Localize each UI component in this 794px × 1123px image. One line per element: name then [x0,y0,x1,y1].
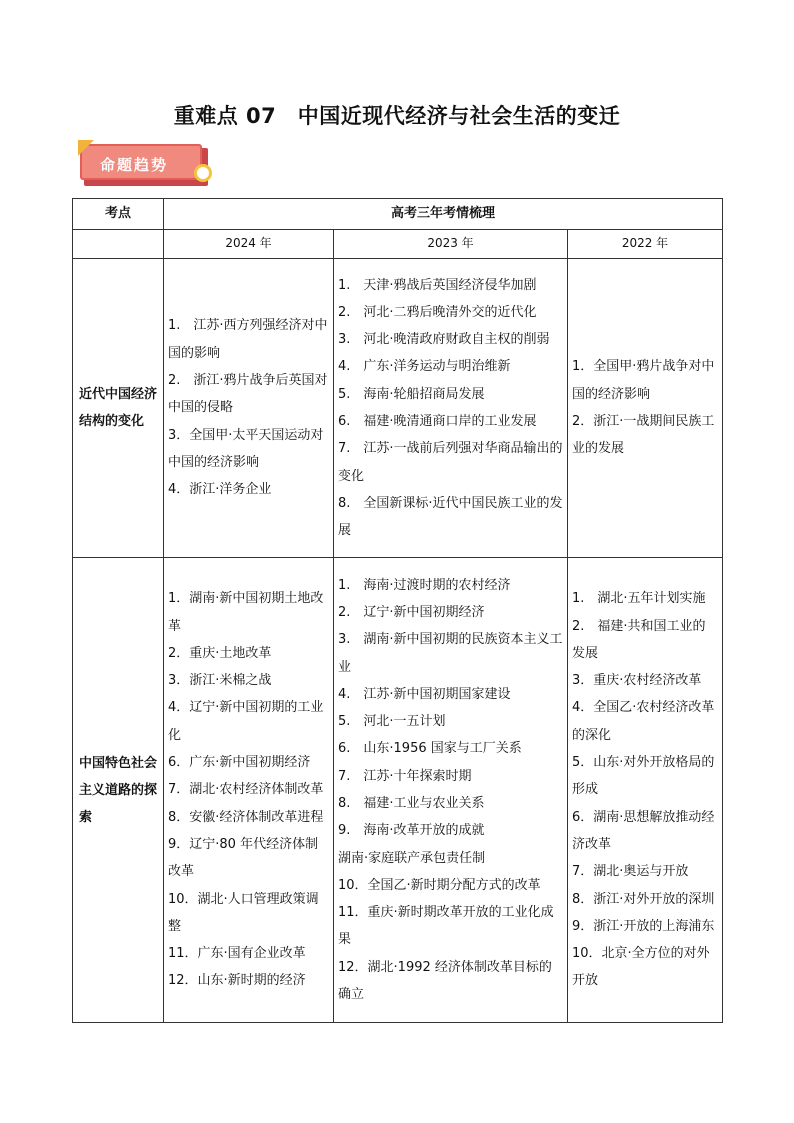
list-item: 6. 山东·1956 国家与工厂关系 [338,741,522,757]
cell-2022 [568,259,723,558]
list-item: 4．浙江·洋务企业 [168,482,272,498]
list-item: 11．重庆·新时期改革开放的工业化成果 [338,905,554,948]
list-item: 11．广东·国有企业改革 [168,946,306,962]
list-item: 7. 江苏·十年探索时期 [338,768,472,784]
list-item: 1. 天津·鸦战后英国经济侵华加剧 [338,277,537,293]
list-item: 8. 福建·工业与农业关系 [338,796,485,811]
table-row [73,259,723,558]
cell-2023 [334,558,568,1023]
list-item: 6. 福建·晚清通商口岸的工业发展 [338,414,537,429]
list-item: 5. 河北·一五计划 [338,714,446,730]
list-item: 8. 全国新课标·近代中国民族工业的发展 [338,495,563,539]
list-item: 2. 辽宁·新中国初期经济 [338,604,485,620]
year-2023: 2023 年 [334,230,568,259]
list-item: 3．重庆·农村经济改革 [572,673,702,689]
list-item: 10．北京·全方位的对外开放 [572,946,710,989]
badge-label: 命题趋势 [100,156,169,174]
list-item: 7. 江苏·一战前后列强对华商品输出的变化 [338,441,563,484]
year-row [73,230,723,259]
list-item: 12．湖北·1992 经济体制改革目标的确立 [338,959,552,1003]
cell-2023 [334,259,568,558]
list-item: 8．浙江·对外开放的深圳 [572,891,715,907]
list-item: 4．全国乙·农村经济改革的深化 [572,700,715,743]
list-item: 5．山东·对外开放格局的形成 [572,755,715,798]
cell-2024 [164,259,334,558]
list-item: 2. 浙江·鸦片战争后英国对中国的侵略 [168,373,328,416]
list-item: 3．浙江·米棉之战 [168,673,272,689]
list-item: 10．全国乙·新时期分配方式的改革 [338,877,541,893]
list-item: 9．浙江·开放的上海浦东 [572,918,715,934]
list-item: 3．全国甲·太平天国运动对中国的经济影响 [168,427,324,470]
col-header-summary: 高考三年考情梳理 [164,199,723,230]
list-item: 3. 湖南·新中国初期的民族资本主义工业 [338,632,563,675]
list-item: 2．重庆·土地改革 [168,645,272,661]
list-item: 5. 海南·轮船招商局发展 [338,386,485,402]
section-badge [78,140,212,190]
list-item: 2. 福建·共和国工业的发展 [572,618,706,661]
badge-corner-icon [78,140,94,156]
list-item: 9. 海南·改革开放的成就 [338,823,485,839]
header-row [73,199,723,230]
list-item: 8．安徽·经济体制改革进程 [168,809,324,825]
list-item: 4. 广东·洋务运动与明治维新 [338,359,511,375]
list-item: 10．湖北·人口管理政策调整 [168,891,319,934]
topic-cell: 中国特色社会主义道路的探索 [73,558,164,1023]
year-2024: 2024 年 [164,230,334,259]
list-item: 1．全国甲·鸦片战争对中国的经济影响 [572,359,715,402]
list-item: 9．辽宁·80 年代经济体制改革 [168,836,319,880]
list-item: 12．山东·新时期的经济 [168,973,306,989]
col-header-kaodian: 考点 [73,199,164,230]
badge-ring-icon [194,164,212,182]
list-item: 7．湖北·奥运与开放 [572,864,689,880]
list-item: 7．湖北·农村经济体制改革 [168,782,324,798]
page-title: 重难点 07 中国近现代经济与社会生活的变迁 [173,104,621,128]
list-item: 4. 江苏·新中国初期国家建设 [338,686,511,702]
list-item: 2. 河北·二鸦后晚清外交的近代化 [338,304,537,320]
cell-2024 [164,558,334,1023]
list-item: 湖南·家庭联产承包责任制 [338,850,486,866]
exam-trend-table [72,198,723,1023]
topic-cell: 近代中国经济结构的变化 [73,259,164,558]
table-row [73,558,723,1023]
list-item: 6．湖南·思想解放推动经济改革 [572,809,715,852]
list-item: 6．广东·新中国初期经济 [168,755,311,771]
list-item: 1. 海南·过渡时期的农村经济 [338,577,511,593]
year-empty-cell [73,230,164,259]
list-item: 1. 江苏·西方列强经济对中国的影响 [168,318,328,361]
list-item: 3. 河北·晚清政府财政自主权的削弱 [338,332,550,348]
list-item: 1．湖南·新中国初期土地改革 [168,591,324,634]
list-item: 4．辽宁·新中国初期的工业化 [168,700,324,743]
list-item: 1. 湖北·五年计划实施 [572,591,706,607]
list-item: 2．浙江·一战期间民族工业的发展 [572,414,715,457]
year-2022: 2022 年 [568,230,723,259]
cell-2022 [568,558,723,1023]
